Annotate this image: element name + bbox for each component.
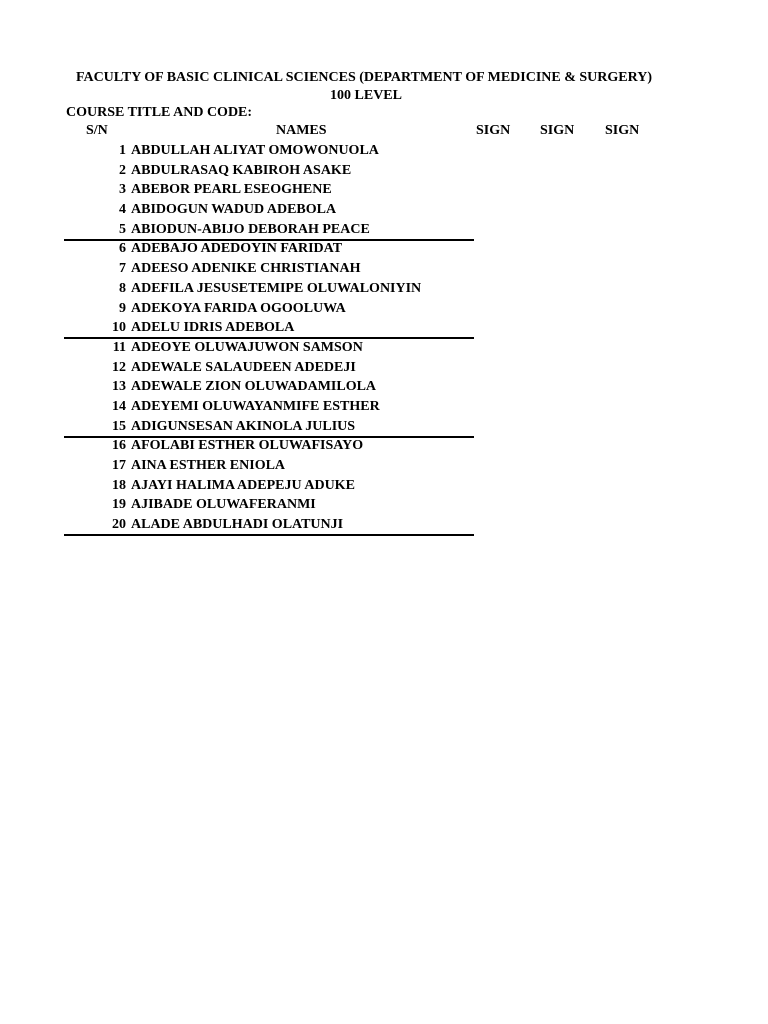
- student-name: ABIODUN-ABIJO DEBORAH PEACE: [131, 221, 370, 237]
- table-row: [0, 279, 768, 299]
- table-row: [0, 338, 768, 358]
- serial-number: 4: [119, 202, 126, 218]
- serial-number: 17: [112, 458, 126, 473]
- student-name: ADEOYE OLUWAJUWON SAMSON: [131, 339, 363, 355]
- student-name: ALADE ABDULHADI OLATUNJI: [131, 517, 344, 533]
- table-row: [0, 141, 768, 161]
- serial-number: 12: [112, 359, 126, 375]
- serial-number: 16: [112, 438, 126, 454]
- student-name: AJIBADE OLUWAFERANMI: [131, 497, 316, 513]
- serial-number: 20: [112, 517, 126, 533]
- student-name: ABEBOR PEARL ESEOGHENE: [131, 182, 332, 198]
- student-name: AINA ESTHER ENIOLA: [131, 458, 286, 473]
- student-name: ADEWALE ZION OLUWADAMILOLA: [131, 379, 377, 395]
- column-header-sign-2: SIGN: [540, 123, 575, 138]
- table-row: [0, 220, 768, 240]
- table-row: [0, 456, 768, 476]
- column-header-sign-1: SIGN: [476, 123, 511, 138]
- table-row: [0, 436, 768, 456]
- serial-number: 10: [112, 320, 126, 336]
- table-row: [0, 259, 768, 279]
- table-row: [0, 417, 768, 437]
- table-row: [0, 161, 768, 181]
- table-row: [0, 358, 768, 378]
- student-name: ADEBAJO ADEDOYIN FARIDAT: [131, 241, 343, 257]
- column-header-sn: S/N: [86, 123, 108, 138]
- serial-number: 15: [112, 418, 126, 434]
- student-name: ADEFILA JESUSETEMIPE OLUWALONIYIN: [131, 280, 422, 296]
- serial-number: 8: [119, 280, 126, 296]
- table-row: [0, 397, 768, 417]
- serial-number: 19: [112, 497, 126, 513]
- column-header-names: NAMES: [276, 123, 327, 138]
- column-header-sign-3: SIGN: [605, 123, 640, 138]
- faculty-title: FACULTY OF BASIC CLINICAL SCIENCES (DEPARTMENT OF MEDICINE & SURGERY): [75, 70, 653, 85]
- table-row: [0, 377, 768, 397]
- student-name: AFOLABI ESTHER OLUWAFISAYO: [131, 438, 364, 454]
- serial-number: 3: [119, 182, 126, 198]
- serial-number: 9: [119, 300, 126, 316]
- table-row: [0, 495, 768, 515]
- serial-number: 13: [112, 379, 126, 395]
- student-name: ADEESO ADENIKE CHRISTIANAH: [131, 261, 361, 277]
- student-name: ABDULRASAQ KABIROH ASAKE: [131, 162, 352, 178]
- serial-number: 18: [112, 477, 126, 493]
- student-name: ADELU IDRIS ADEBOLA: [131, 320, 295, 336]
- student-name: ADEYEMI OLUWAYANMIFE ESTHER: [131, 398, 380, 414]
- group-divider: [64, 534, 474, 536]
- serial-number: 14: [112, 398, 126, 414]
- table-row: [0, 299, 768, 319]
- table-row: [0, 180, 768, 200]
- course-title-label: COURSE TITLE AND CODE:: [66, 105, 253, 120]
- serial-number: 6: [119, 241, 126, 257]
- level-title: 100 LEVEL: [330, 88, 402, 103]
- student-name: ABIDOGUN WADUD ADEBOLA: [131, 202, 337, 218]
- student-name: ADEKOYA FARIDA OGOOLUWA: [131, 300, 346, 316]
- serial-number: 7: [119, 261, 126, 277]
- table-row: [0, 318, 768, 338]
- serial-number: 5: [119, 221, 126, 237]
- serial-number: 11: [112, 339, 126, 355]
- table-row: [0, 476, 768, 496]
- student-name: ADEWALE SALAUDEEN ADEDEJI: [131, 359, 356, 375]
- table-row: [0, 515, 768, 535]
- student-name: ADIGUNSESAN AKINOLA JULIUS: [131, 418, 356, 434]
- student-list: [0, 141, 768, 535]
- table-row: [0, 200, 768, 220]
- student-name: AJAYI HALIMA ADEPEJU ADUKE: [131, 477, 355, 493]
- serial-number: 2: [119, 162, 126, 178]
- student-name: ABDULLAH ALIYAT OMOWONUOLA: [131, 143, 379, 158]
- table-row: [0, 239, 768, 259]
- serial-number: 1: [119, 143, 126, 158]
